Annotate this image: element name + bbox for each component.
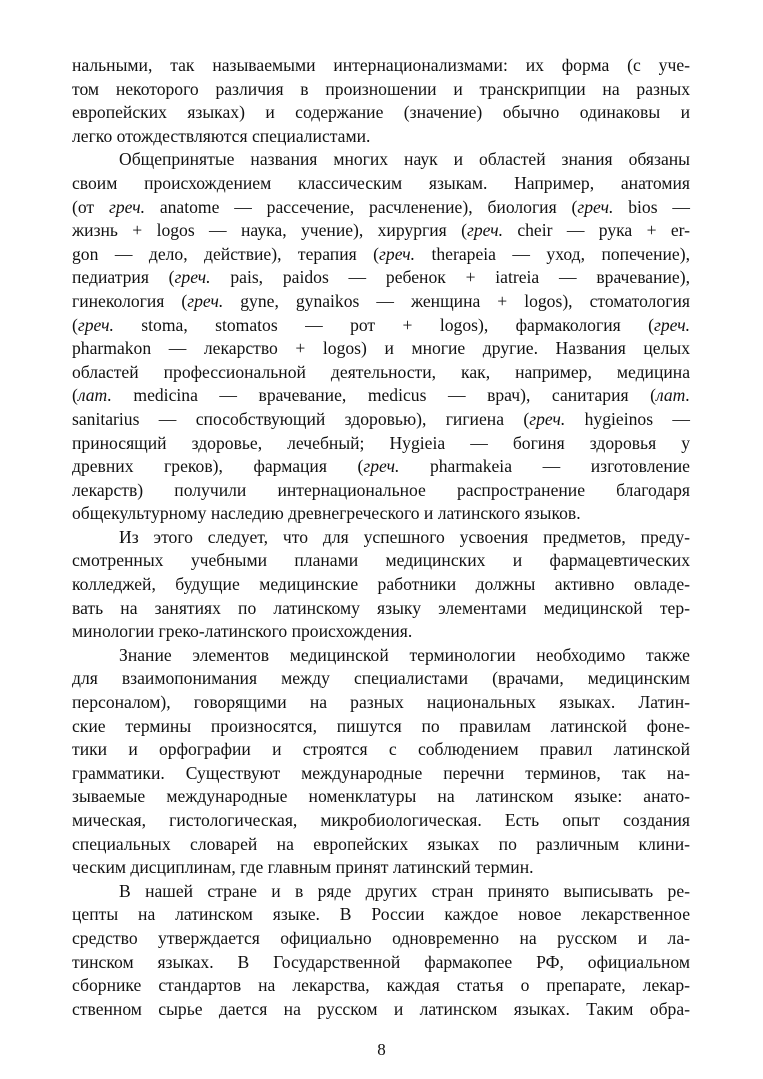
text-line: для взаимопонимания между специалистами (врачами, медицинским (72, 668, 690, 689)
text-line: приносящий здоровье, лечебный; Hygieia — богиня здоровья у (72, 432, 690, 453)
text-line: областей профессиональной деятельности, как, например, медицина (72, 361, 690, 382)
paragraph (72, 54, 690, 148)
text-line: европейских языках) и содержание (значение) обычно одинаковы и (72, 102, 690, 123)
text-line: цепты на латинском языке. В России каждое новое лекарственное (72, 904, 690, 925)
language-abbreviation: греч. (577, 196, 614, 217)
text-line: персоналом), говорящими на разных национальных языках. Латин- (72, 692, 690, 713)
text-line: Общепринятые названия многих наук и областей знания обязаны (119, 149, 690, 170)
text-line: тинском языках. В Государственной фармакопее РФ, официальном (72, 951, 690, 972)
text-line: (лат. medicina — врачевание, medicus — врач), санитария (лат. (72, 385, 690, 406)
text-line: ственном сырье дается на русском и латинском языках. Таким обра- (72, 998, 690, 1019)
text-line: sanitarius — способствующий здоровью), гигиена (греч. hygieinos — (72, 408, 690, 429)
language-abbreviation: лат. (77, 385, 112, 406)
text-line: древних греков), фармация (греч. pharmakeia — изготовление (72, 456, 690, 477)
paragraph (72, 526, 690, 644)
text-line: общекультурному наследию древнегреческого и латинского языков. (72, 503, 581, 524)
language-abbreviation: греч. (466, 220, 503, 241)
paragraph (72, 644, 690, 880)
page-number: 8 (377, 1040, 386, 1059)
text-line: Знание элементов медицинской терминологии необходимо также (119, 644, 690, 665)
paragraph (72, 148, 690, 526)
text-line: лекарств) получили интернациональное распространение благодаря (72, 479, 690, 500)
text-line: вать на занятиях по латинскому языку элементами медицинской тер- (72, 597, 690, 618)
language-abbreviation: лат. (655, 385, 690, 406)
text-line: своим происхождением классическим языкам. Например, анатомия (72, 172, 690, 193)
text-line: ческим дисциплинам, где главным принят латинский термин. (72, 857, 534, 878)
paragraph (72, 880, 690, 1022)
text-line: сборнике стандартов на лекарства, каждая статья о препарате, лекар- (72, 975, 690, 996)
language-abbreviation: греч. (529, 408, 566, 429)
language-abbreviation: греч. (363, 456, 400, 477)
text-line: том некоторого различия в произношении и транскрипции на разных (72, 78, 690, 99)
text-line: смотренных учебными планами медицинских и фармацевтических (72, 550, 690, 571)
language-abbreviation: греч. (108, 196, 145, 217)
text-line: специальных словарей на европейских языках по различным клини- (72, 833, 690, 854)
language-abbreviation: греч. (653, 314, 690, 335)
page-body (72, 54, 690, 1021)
text-line: средство утверждается официально одновременно на русском и ла- (72, 927, 690, 948)
text-line: Из этого следует, что для успешного усвоения предметов, преду- (119, 526, 690, 547)
text-line: грамматики. Существуют международные перечни терминов, так на- (72, 762, 690, 783)
text-line: (от греч. anatome — рассечение, расчленение), биология (греч. bios — (72, 196, 690, 217)
text-line: тики и орфографии и строятся с соблюдением правил латинской (72, 739, 690, 760)
text-line: В нашей стране и в ряде других стран принято выписывать ре- (119, 880, 690, 901)
text-line: ские термины произносятся, пишутся по правилам латинской фоне- (72, 715, 690, 736)
language-abbreviation: греч. (379, 243, 416, 264)
language-abbreviation: греч. (187, 290, 224, 311)
language-abbreviation: греч. (77, 314, 114, 335)
text-line: мическая, гистологическая, микробиологическая. Есть опыт создания (72, 810, 690, 830)
language-abbreviation: греч. (174, 267, 211, 288)
text-line: зываемые международные номенклатуры на латинском языке: анато- (72, 786, 690, 807)
text-line: колледжей, будущие медицинские работники должны активно овладе- (72, 574, 690, 595)
text-line: pharmakon — лекарство + logos) и многие другие. Названия целых (72, 338, 690, 359)
text-line: легко отождествляются специалистами. (72, 125, 371, 146)
text-line: жизнь + logos — наука, учение), хирургия (греч. cheir — рука + er- (72, 220, 691, 241)
text-line: педиатрия (греч. pais, paidos — ребенок + iatreia — врачевание), (72, 267, 690, 288)
text-line: минологии греко-латинского происхождения. (72, 621, 413, 642)
text-line: гинекология (греч. gyne, gynaikos — женщина + logos), стоматология (72, 290, 690, 311)
text-line: нальными, так называемыми интернационализмами: их форма (с уче- (72, 55, 690, 75)
text-line: gon — дело, действие), терапия (греч. therapeia — уход, попечение), (72, 243, 690, 264)
text-line: (греч. stoma, stomatos — рот + logos), фармакология (греч. (72, 314, 690, 335)
